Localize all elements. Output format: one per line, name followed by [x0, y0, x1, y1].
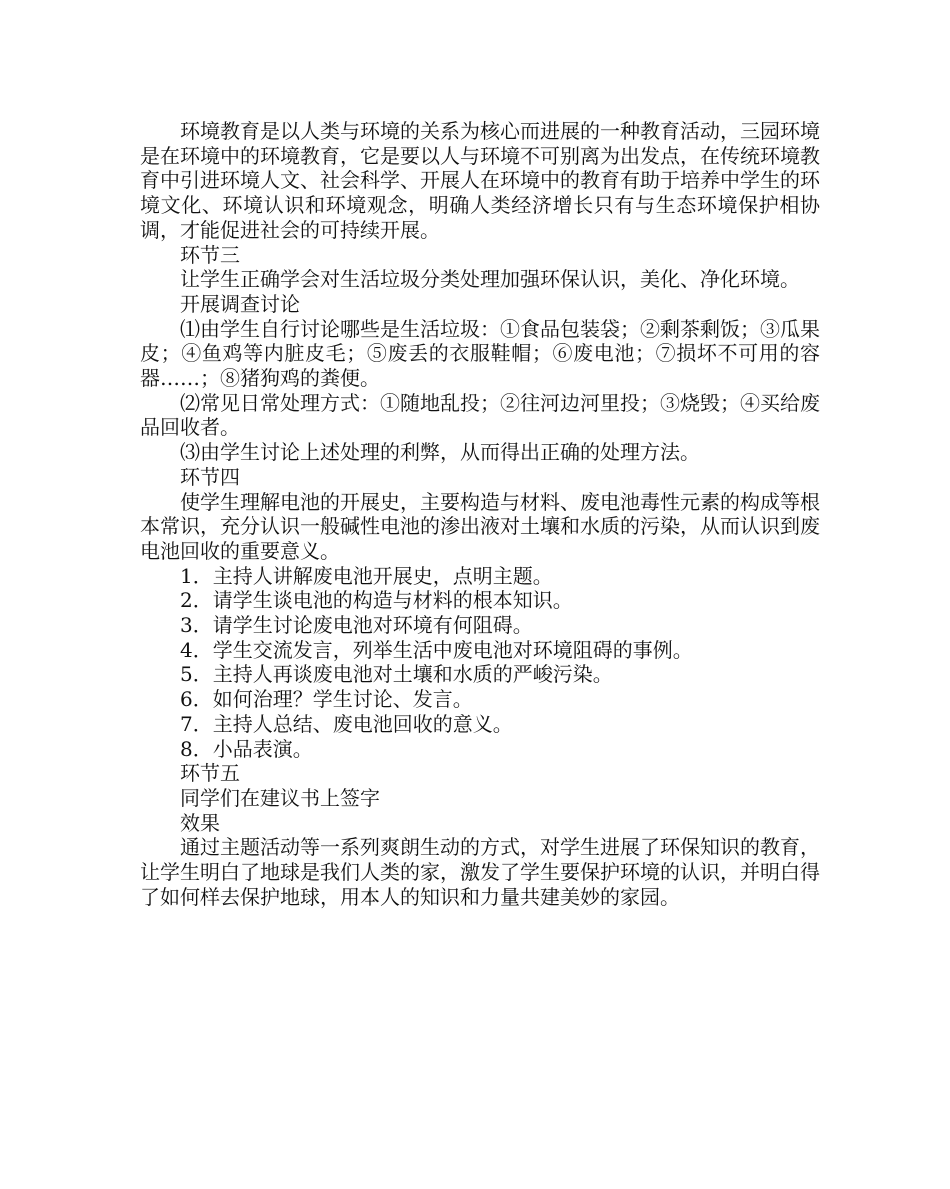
- list-item-2: 2．请学生谈电池的构造与材料的根本知识。: [180, 588, 573, 613]
- list-item-8: 8．小品表演。: [180, 736, 313, 761]
- list-item-6: 6．如何治理？学生讨论、发言。: [180, 687, 473, 712]
- list-item-4: 4．学生交流发言，列举生活中废电池对环境阻碍的事例。: [180, 637, 693, 662]
- heading-survey-discussion: 开展调查讨论: [180, 291, 300, 316]
- heading-results: 效果: [180, 810, 220, 835]
- paragraph-sign-proposal: 同学们在建议书上签字: [180, 785, 380, 810]
- heading-step-four: 环节四: [180, 464, 240, 489]
- paragraph-discussion-item-3: ⑶由学生讨论上述处理的利弊，从而得出正确的处理方法。: [180, 440, 700, 465]
- list-item-1: 1．主持人讲解废电池开展史，点明主题。: [180, 563, 553, 588]
- list-item-3: 3．请学生讨论废电池对环境有何阻碍。: [180, 613, 533, 638]
- list-item-7: 7．主持人总结、废电池回收的意义。: [180, 711, 513, 736]
- paragraph-step-three-goal: 让学生正确学会对生活垃圾分类处理加强环保认识，美化、净化环境。: [180, 267, 800, 292]
- paragraph-step-four-goal: 使学生理解电池的开展史，主要构造与材料、废电池毒性元素的构成等根本常识，充分认识一般碱性电池的渗出液对土壤和水质的污染，从而认识到废电池回收的重要意义。: [140, 489, 820, 563]
- paragraph-environment-education: 环境教育是以人类与环境的关系为核心而进展的一种教育活动，三园环境是在环境中的环境教育，它是要以人与环境不可别离为出发点，在传统环境教育中引进环境人文、社会科学、开展人在环境中的教育有助于培养中学生的环境文化、环境认识和环境观念，明确人类经济增长只有与生态环境保护相协调，才能促进社会的可持续开展。: [140, 119, 820, 242]
- paragraph-discussion-item-1: ⑴由学生自行讨论哪些是生活垃圾：①食品包装袋；②剩茶剩饭；③瓜果皮；④鱼鸡等内脏皮毛；⑤废丢的衣服鞋帽；⑥废电池；⑦损坏不可用的容器……；⑧猪狗鸡的粪便。: [140, 316, 820, 391]
- paragraph-results: 通过主题活动等一系列爽朗生动的方式，对学生进展了环保知识的教育，让学生明白了地球是我们人类的家，激发了学生要保护环境的认识，并明白得了如何样去保护地球，用本人的知识和力量共建美妙的家园。: [140, 835, 820, 909]
- document-page: [140, 119, 820, 910]
- heading-step-three: 环节三: [180, 242, 240, 267]
- heading-step-five: 环节五: [180, 761, 240, 786]
- paragraph-discussion-item-2: ⑵常见日常处理方式：①随地乱投；②往河边河里投；③烧毁；④买给废品回收者。: [140, 390, 820, 440]
- list-item-5: 5．主持人再谈废电池对土壤和水质的严峻污染。: [180, 662, 613, 687]
